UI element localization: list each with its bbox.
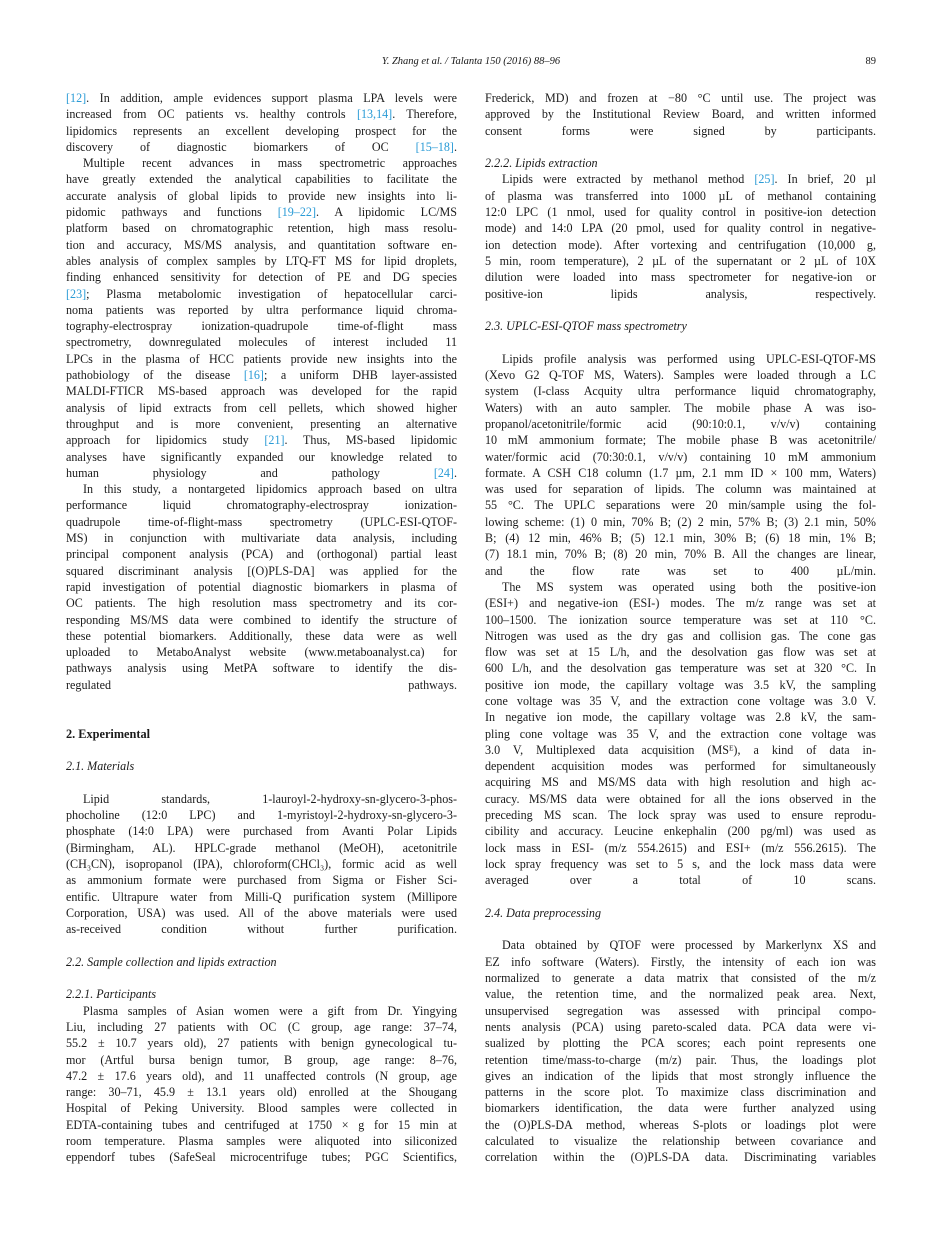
text-line: of plasma was transferred into 1000 µL of methanol containing — [485, 188, 876, 203]
text-line: 100–1500. The ionization source temperature was set at 110 °C. — [485, 612, 876, 627]
text-line: unsupervised segregation was assessed with principal compo- — [485, 1003, 876, 1018]
text-line: human physiology and pathology [24]. — [66, 465, 457, 480]
text-line: pathobiology of the disease [16]; a uniform DHB layer-assisted — [66, 368, 457, 383]
text-line: EDTA-containing tubes and centrifuged at 1750 × g for 15 min at — [66, 1117, 457, 1132]
text-line: ion detection mode). After vortexing and centrifugation (10,000 g, — [485, 237, 876, 252]
text-line: cone voltage was 35 V, and the extraction cone voltage was 3.0 V. — [485, 693, 876, 708]
text-line: eppendorf tubes (SafeSeal microcentrifuge tubes; PGC Scientifics, — [66, 1150, 457, 1165]
text-line: Lipids profile analysis was performed using UPLC-ESI-QTOF-MS — [502, 351, 876, 366]
text-line: flow was set at 15 L/h, and the desolvation gas flow was set at — [485, 645, 876, 660]
citation-link[interactable]: [15–18] — [415, 139, 454, 154]
text-line: principal component analysis (PCA) and (orthogonal) partial least — [66, 547, 457, 562]
text-line: nents analysis (PCA) using pareto-scaled data. PCA data were vi- — [485, 1019, 876, 1034]
text-line: averaged over a total of 10 scans. — [485, 873, 876, 888]
subsection-heading-materials: 2.1. Materials — [66, 759, 135, 774]
text-line: (Xevo G2 Q-TOF MS, Waters). Samples were loaded through a LC — [485, 368, 876, 383]
text-line: 5 min, room temperature), 2 µL of the supernatant or 2 µL of 10X — [485, 253, 876, 268]
text-line: range: 30–71, 45.9 ± 13.1 years old) enrolled at the Shougang — [66, 1085, 457, 1100]
text-line: 10 mM ammonium formate; The mobile phase B was acetonitrile/ — [485, 433, 876, 448]
intro-paragraph-2 — [66, 155, 457, 481]
text-line: B; (4) 12 min, 46% B; (5) 12.1 min, 30% B; (6) 18 min, 1% B; — [485, 531, 876, 546]
text-line: as-received condition without further purification. — [66, 922, 457, 937]
left-column — [66, 90, 457, 1166]
text-line: acquiring MS and MS/MS data with high resolution and high ac- — [485, 775, 876, 790]
text-line: ables analysis of complex samples by LTQ-FT MS for lipid droplets, — [66, 253, 457, 268]
subsection-heading-sample-collection: 2.2. Sample collection and lipids extraction — [66, 954, 277, 969]
text-line: have greatly extended the analytical capabilities to facilitate the — [66, 172, 457, 187]
text-line: dependent acquisition modes was performed for simultaneously — [485, 759, 876, 774]
citation-link[interactable]: [13,14] — [356, 107, 393, 122]
text-line: accurate analysis of global lipids to provide new insights into li- — [66, 188, 457, 203]
text-line: phosphate (14:0 LPA) were purchased from Avanti Polar Lipids — [66, 824, 457, 839]
text-line: (Birmingham, AL). HPLC-grade methanol (MeOH), acetonitrile — [66, 840, 457, 855]
text-line: and the flow rate was set to 400 µL/min. — [485, 563, 876, 578]
text-line: Waters) with an auto sampler. The mobile phase A was iso- — [485, 400, 876, 415]
text-line: OC patients. The high resolution mass spectrometry and its cor- — [66, 596, 457, 611]
text-line: pidomic pathways and functions [19–22]. A lipidomic LC/MS — [66, 205, 457, 220]
text-line: performance liquid chromatography-electrospray ionization- — [66, 498, 457, 513]
text-line: 3.0 V, Multiplexed data acquisition (MSᴱ), a kind of data in- — [485, 742, 876, 757]
text-line: LPCs in the plasma of HCC patients provide new insights into the — [66, 351, 457, 366]
text-line: correlation within the (O)PLS-DA data. Discriminating variables — [485, 1150, 876, 1165]
text-line: propanol/acetonitrile/formic acid (90:10:0.1, v/v/v) containing — [485, 416, 876, 431]
subsubsection-heading-participants: 2.2.1. Participants — [66, 987, 157, 1002]
text-line: Data obtained by QTOF were processed by Markerlynx XS and — [502, 938, 876, 953]
text-line: [23]; Plasma metabolomic investigation of hepatocellular carci- — [66, 286, 457, 301]
text-line: sualized by plotting the PCA scores; each point represents one — [485, 1036, 876, 1051]
text-line: The MS system was operated using both the positive-ion — [502, 579, 876, 594]
text-line: MS) in conjunction with multivariate data analysis, including — [66, 531, 457, 546]
text-line: (CH₃CN), isopropanol (IPA), chloroform(CHCl₃), formic acid as well — [66, 856, 457, 871]
text-line: (ESI+) and negative-ion (ESI-) modes. The m/z range was set at — [485, 596, 876, 611]
text-line: quadrupole time-of-flight-mass spectrometry (UPLC-ESI-QTOF- — [66, 514, 457, 529]
intro-paragraph-3 — [66, 481, 457, 693]
citation-link[interactable]: [25] — [754, 172, 775, 187]
text-line: (7) 18.1 min, 70% B; (8) 20 min, 70% B. All the changes are linear, — [485, 547, 876, 562]
text-line: positive-ion lipids analysis, respectively. — [485, 286, 876, 301]
text-line: Liu, including 27 patients with OC (C group, age range: 37–74, — [66, 1019, 457, 1034]
page-number: 89 — [865, 56, 876, 67]
text-line: mode) and 14:0 LPA (20 pmol, used for quality control in negative- — [485, 221, 876, 236]
text-line: cibility and accuracy. Leucine enkephalin (200 pg/ml) was used as — [485, 824, 876, 839]
text-line: noma patients was reported by ultra performance liquid chroma- — [66, 302, 457, 317]
text-line: calculated to visualize the relationship between covariance and — [485, 1134, 876, 1148]
text-line: normalized to generate a data matrix that consisted of the m/z — [485, 971, 876, 986]
text-line: the (O)PLS-DA method, whereas S-plots or loadings plot were — [485, 1117, 876, 1132]
text-line: biomarkers identification, the data were further analyzed using — [485, 1101, 876, 1116]
text-line: pling cone voltage was 35 V, and the extraction cone voltage was — [485, 726, 876, 741]
text-line: rapid investigation of potential diagnostic biomarkers in plasma of — [66, 579, 457, 594]
text-line: as ammonium formate were purchased from Sigma or Fisher Sci- — [66, 873, 457, 888]
text-line: tography-electrospray ionization-quadrupole time-of-flight mass — [66, 319, 457, 334]
ms-paragraph — [485, 579, 876, 889]
text-line: dilution were loaded into mass spectrometer for negative-ion or — [485, 270, 876, 285]
text-line: Frederick, MD) and frozen at −80 °C until use. The project was — [485, 91, 876, 105]
text-line: throughput and is more convenient, presenting an alternative — [66, 416, 457, 431]
text-line: regulated pathways. — [66, 677, 457, 692]
text-line: consent forms were signed by participants. — [485, 123, 876, 138]
subsection-heading-uplc: 2.3. UPLC-ESI-QTOF mass spectrometry — [485, 319, 687, 334]
text-line: retention time/mass-to-charge (m/z) pair. Thus, the loadings plot — [485, 1052, 876, 1067]
text-line: Hospital of Peking University. Blood samples were collected in — [66, 1101, 457, 1116]
text-line: Multiple recent advances in mass spectrometric approaches — [83, 156, 457, 171]
text-line: entific. Ultrapure water from Milli-Q purification system (Millipore — [66, 889, 457, 904]
preprocessing-paragraph — [485, 937, 876, 1165]
subsubsection-heading-lipids-extraction: 2.2.2. Lipids extraction — [485, 156, 598, 171]
text-line: 600 L/h, and the desolvation gas temperature was set at 320 °C. In — [485, 661, 876, 676]
intro-paragraph-1: [12]. In addition, ample evidences support plasma LPA levels were increased from OC patients vs. healthy controls [13,14]. Therefore, lipidomics represents an excellent developing prospect for the discovery of diagnostic biomarkers of OC [15–18]. — [66, 91, 457, 154]
subsection-heading-data-preprocessing: 2.4. Data preprocessing — [485, 905, 602, 920]
participants-paragraph — [66, 1003, 457, 1166]
text-line: patterns in the score plot. To maximize class discrimination and — [485, 1085, 876, 1100]
citation-link[interactable]: [24] — [433, 465, 454, 480]
text-line: 55 °C. The UPLC separations were 20 min/sample using the fol- — [485, 498, 876, 513]
text-line: finding enhanced sensitivity for detection of PE and DG species — [66, 270, 457, 285]
text-line: 55.2 ± 10.7 years old), 27 patients with benign gynecological tu- — [66, 1036, 457, 1051]
text-line: spectrometry, downregulated molecules of interest included 11 — [66, 335, 457, 350]
text-line: Lipid standards, 1-lauroyl-2-hydroxy-sn-glycero-3-phos- — [83, 791, 457, 806]
text-line: curacy. MS/MS data were obtained for all the ions observed in the — [485, 791, 876, 806]
text-line: Plasma samples of Asian women were a gift from Dr. Yingying — [83, 1003, 457, 1018]
text-line: analyses have significantly expanded our knowledge related to — [66, 449, 457, 464]
citation-link[interactable]: [16] — [243, 368, 264, 383]
text-line: lock mass in ESI- (m/z 554.2615) and ESI+ (m/z 556.2615). The — [485, 840, 876, 855]
text-line: approved by the Institutional Review Board, and written informed — [485, 107, 876, 122]
text-line: EZ info software (Waters). Firstly, the intensity of each ion was — [485, 954, 876, 969]
text-line: preceding MS scan. The lock spray was used to ensure reprodu- — [485, 808, 876, 823]
citation-link[interactable]: [21] — [264, 433, 285, 448]
text-line: Lipids were extracted by methanol method [25]. In brief, 20 µl — [502, 172, 877, 187]
text-line: In negative ion mode, the capillary voltage was 2.8 kV, the sam- — [485, 710, 876, 725]
text-line: lowing scheme: (1) 0 min, 70% B; (2) 2 min, 57% B; (3) 2.1 min, 50% — [485, 514, 876, 529]
citation-link[interactable]: [19–22] — [277, 205, 316, 220]
text-line: responding MS/MS data were combined to identify the structure of — [66, 612, 457, 627]
materials-paragraph — [66, 791, 457, 938]
text-line: room temperature. Plasma samples were aliquoted into siliconized — [66, 1134, 457, 1148]
participants-paragraph-continued — [485, 90, 876, 139]
text-line: formate. A CSH C18 column (1.7 µm, 2.1 mm ID × 100 mm, Waters) — [485, 465, 876, 480]
uplc-paragraph — [485, 351, 876, 579]
text-line: system (I-class Acquity ultra performance liquid chromatography, — [485, 384, 876, 399]
text-line: Corporation, USA) was used. All of the above materials were used — [66, 905, 457, 920]
section-heading-experimental: 2. Experimental — [66, 726, 151, 741]
text-line: lock spray frequency was set to 5 s, and the lock mass data were — [485, 856, 876, 871]
text-line: phocholine (12:0 LPC) and 1-myristoyl-2-hydroxy-sn-glycero-3- — [66, 808, 457, 823]
text-line: water/formic acid (70:30:0.1, v/v/v) containing 10 mM ammonium — [485, 449, 876, 464]
text-line: analysis of lipid extracts from cell pellets, which showed higher — [66, 400, 457, 415]
running-title: Y. Zhang et al. / Talanta 150 (2016) 88–96 — [381, 56, 561, 67]
running-header — [66, 56, 876, 70]
citation-link[interactable]: [12] — [66, 91, 87, 105]
extraction-paragraph — [485, 171, 876, 301]
text-line: MALDI-FTICR MS-based approach was developed for the rapid — [66, 384, 457, 399]
text-line: 12:0 LPC (1 nmol, used for quality control in positive-ion detection — [485, 205, 876, 220]
text-line: squared discriminant analysis [(O)PLS-DA] was applied for the — [66, 563, 457, 578]
right-column — [485, 90, 876, 1166]
text-line: tion and accuracy, MS/MS analysis, and quantitation software en- — [66, 237, 457, 252]
text-line: In this study, a nontargeted lipidomics approach based on ultra — [83, 482, 457, 497]
text-line: value, the retention time, and the normalized peak area. Next, — [485, 987, 876, 1002]
citation-link[interactable]: [23] — [66, 286, 87, 301]
text-line: Nitrogen was used as the dry gas and collision gas. The cone gas — [485, 628, 876, 643]
text-line: these potential biomarkers. Additionally, these data were as well — [66, 628, 457, 643]
text-line: was used for separation of lipids. The column was maintained at — [485, 482, 876, 497]
text-line: 47.2 ± 17.6 years old), and 11 unaffected controls (N group, age — [66, 1068, 457, 1083]
text-line: uploaded to MetaboAnalyst website (www.metaboanalyst.ca) for — [66, 645, 457, 660]
text-line: mor (Artful bursa benign tumor, B group, age range: 8–76, — [66, 1052, 457, 1067]
text-line: platform based on chromatographic retention, high mass resolu- — [66, 221, 457, 236]
text-line: pathways analysis using MetPA software to identify the dis- — [66, 661, 457, 676]
text-line: approach for lipidomics study [21]. Thus, MS-based lipidomic — [66, 433, 457, 448]
text-line: positive ion mode, the capillary voltage was 3.5 kV, the sampling — [485, 677, 876, 692]
text-line: gives an indication of the lipids that most strongly influence the — [485, 1068, 876, 1083]
